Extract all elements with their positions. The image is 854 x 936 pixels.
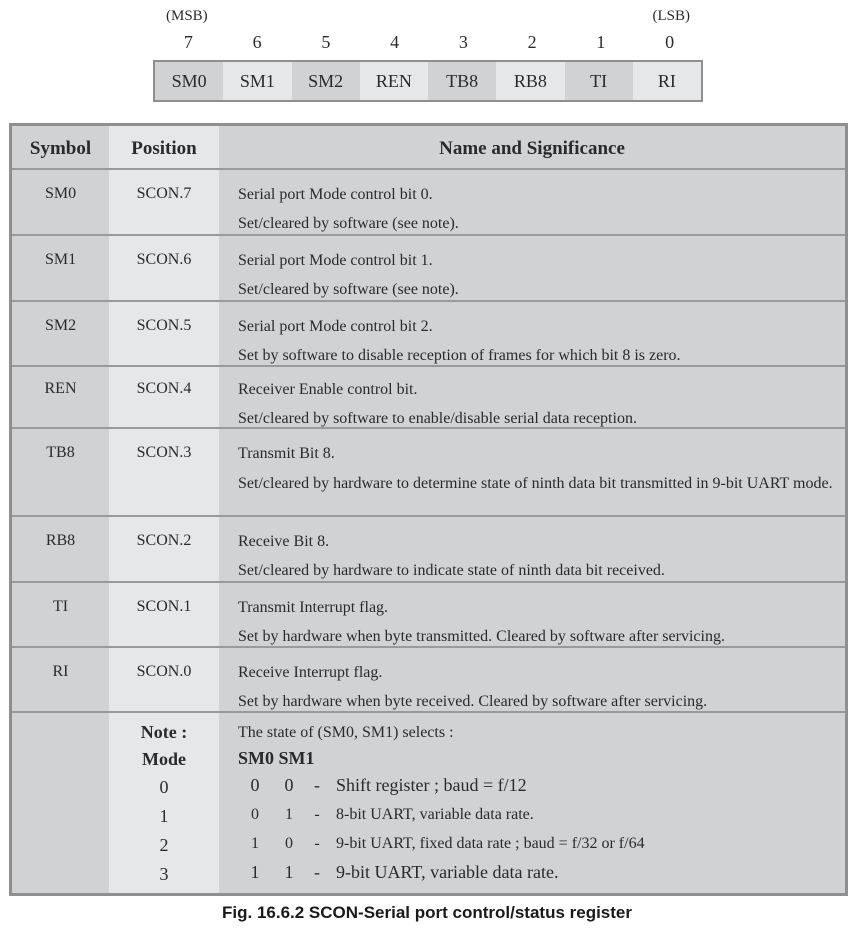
mode-line [238,771,841,800]
mode-line [238,829,841,858]
register-bit-ri: RI [633,62,701,100]
row-symbol: REN [44,380,77,397]
bit-number: 5 [321,32,331,52]
mode-number: 2 [159,835,169,855]
header-significance: Name and Significance [439,138,625,159]
sm0-value: 0 [251,806,259,823]
note-description [238,721,841,887]
sm0-value: 1 [251,835,259,852]
note-mode-column [109,719,219,889]
note-label: Note : [140,722,188,742]
row-position: SCON.2 [136,532,192,549]
dash: - [314,806,320,823]
row-position: SCON.1 [136,598,192,615]
row-position: SCON.4 [136,380,192,397]
mode-line [238,858,841,887]
table-row [12,583,845,648]
mode-description: Shift register ; baud = f/12 [336,775,527,795]
row-description [238,180,841,238]
row-description [238,593,841,651]
row-detail: Set by hardware when byte received. Cleared by software after servicing. [238,693,708,710]
register-bit-sm2: SM2 [292,62,360,100]
row-description [238,312,841,370]
register-bit-sm0: SM0 [155,62,223,100]
mode-number: 3 [159,864,169,884]
row-detail: Set/cleared by software to enable/disable serial data reception. [238,410,637,427]
row-detail: Set/cleared by hardware to determine state of ninth data bit transmitted in 9-bit UART mode. [238,475,833,492]
note-columns-header: SM0 SM1 [238,748,315,768]
row-name: Receiver Enable control bit. [238,381,418,398]
row-detail: Set/cleared by software (see note). [238,281,459,298]
register-bit-ti: TI [565,62,633,100]
row-symbol: RI [52,663,69,680]
mode-line [238,800,841,829]
bit-number: 0 [665,32,675,52]
table-row [12,367,845,429]
row-symbol: SM1 [44,251,77,268]
note-intro: The state of (SM0, SM1) selects : [238,724,454,741]
msb-label: (MSB) [166,8,208,24]
row-name: Transmit Bit 8. [238,445,335,462]
bit-number: 6 [252,32,262,52]
row-name: Receive Interrupt flag. [238,664,383,681]
table-row [12,170,845,236]
table-row [12,236,845,302]
register-bit-tb8: TB8 [428,62,496,100]
dash: - [314,862,320,882]
row-detail: Set by hardware when byte transmitted. Cleared by software after servicing. [238,628,725,645]
row-name: Serial port Mode control bit 1. [238,252,433,269]
dash: - [314,835,320,852]
mode-number: 0 [159,777,169,797]
mode-label: Mode [142,749,186,769]
row-name: Serial port Mode control bit 2. [238,318,433,335]
header-position: Position [131,138,197,159]
sm1-value: 1 [284,862,294,882]
row-detail: Set/cleared by software (see note). [238,215,459,232]
figure-caption: Fig. 16.6.2 SCON-Serial port control/status register [222,903,632,922]
dash: - [314,775,320,795]
row-position: SCON.3 [136,444,192,461]
lsb-label: (LSB) [652,8,690,24]
row-position: SCON.7 [136,185,192,202]
register-bit-rb8: RB8 [496,62,564,100]
row-name: Transmit Interrupt flag. [238,599,389,616]
bit-number: 2 [527,32,537,52]
bit-number: 3 [458,32,468,52]
row-symbol: SM2 [44,317,77,334]
sm1-value: 0 [284,775,294,795]
row-name: Serial port Mode control bit 0. [238,186,433,203]
row-position: SCON.6 [136,251,192,268]
header-symbol: Symbol [29,138,92,159]
register-bit-labels [154,6,704,58]
register-bit-ren: REN [360,62,428,100]
row-symbol: TB8 [46,444,75,461]
bit-number: 4 [390,32,400,52]
sm1-value: 1 [285,806,293,823]
scon-bit-table [9,123,848,896]
row-description [238,658,841,716]
mode-description: 9-bit UART, fixed data rate ; baud = f/32 or f/64 [336,835,645,852]
row-name: Receive Bit 8. [238,533,330,550]
row-detail: Set/cleared by hardware to indicate state of ninth data bit received. [238,562,665,579]
row-position: SCON.5 [136,317,192,334]
table-row [12,648,845,713]
sm0-value: 1 [250,862,260,882]
row-description [238,527,841,585]
mode-number: 1 [159,806,169,826]
bit-number: 7 [183,32,193,52]
row-description [238,246,841,304]
row-symbol: RB8 [45,532,76,549]
row-detail: Set by software to disable reception of frames for which bit 8 is zero. [238,347,681,364]
mode-description: 8-bit UART, variable data rate. [336,806,534,823]
table-row [12,517,845,583]
scon-register-diagram [153,60,703,102]
note-row [12,713,845,893]
row-description [238,375,841,433]
sm1-value: 0 [285,835,293,852]
row-symbol: SM0 [44,185,77,202]
row-symbol: TI [52,598,69,615]
register-bit-sm1: SM1 [223,62,291,100]
table-row [12,302,845,367]
table-row [12,429,845,517]
bit-number-row [154,32,704,53]
row-description [238,439,841,496]
bit-number: 1 [596,32,606,52]
mode-description: 9-bit UART, variable data rate. [336,862,559,882]
table-header-row [12,126,845,170]
sm0-value: 0 [250,775,260,795]
row-position: SCON.0 [136,663,192,680]
